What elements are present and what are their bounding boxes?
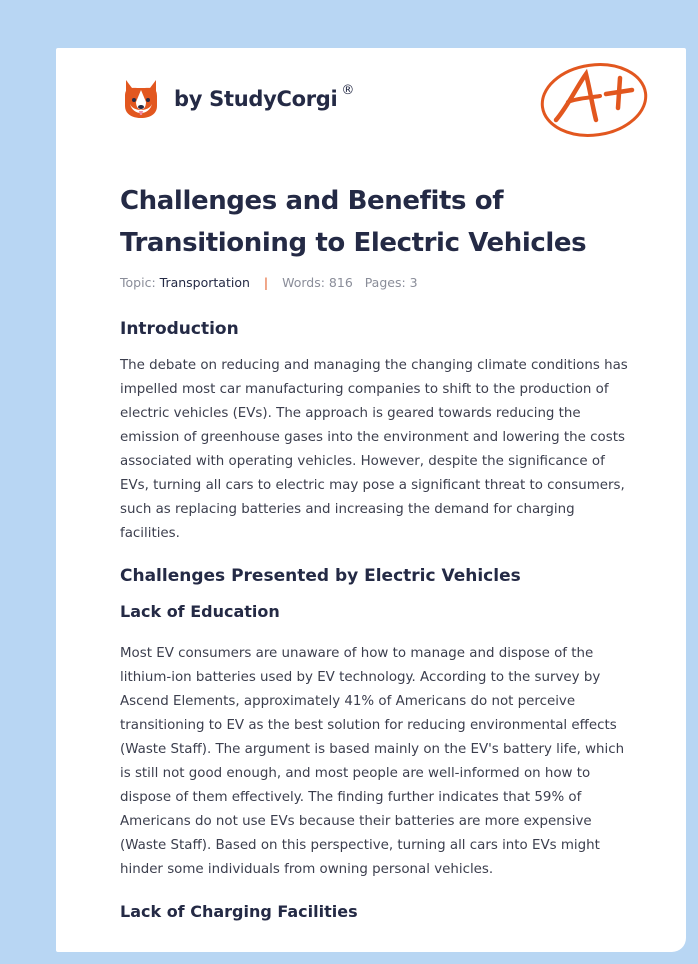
topic-link[interactable]: Transportation <box>159 275 250 290</box>
education-paragraph: Most EV consumers are unaware of how to manage and dispose of the lithium-ion batteries used by EV technology. According to the survey by Ascend Elements, approximately 41% of Americans do not perceive transitioning to EV as the best solution for reducing environmental effects (Waste Staff). The argument is based mainly on the EV's battery life, which is still not good enough, and most people are well-informed on how to dispose of them effectively. The finding further indicates that 59% of Americans do not use EVs because their batteries are more expensive (Waste Staff). Based on this perspective, turning all cars into EVs might hinder some individuals from owning personal vehicles. <box>120 646 625 877</box>
article-title: Challenges and Benefits of Transitioning to Electric Vehicles <box>120 186 587 258</box>
document-page <box>56 48 686 952</box>
topic-label: Topic: <box>120 275 156 290</box>
section-heading-challenges: Challenges Presented by Electric Vehicles <box>120 566 521 586</box>
a-plus-grade-badge <box>538 58 650 140</box>
page-count: Pages: 3 <box>364 275 418 290</box>
registered-mark: ® <box>341 82 355 98</box>
subsection-heading-education: Lack of Education <box>120 602 280 621</box>
section-heading-introduction: Introduction <box>120 319 239 339</box>
article-meta <box>120 274 628 292</box>
subsection-heading-charging: Lack of Charging Facilities <box>120 902 358 921</box>
corgi-logo-icon <box>122 78 160 120</box>
article-content <box>120 180 628 924</box>
introduction-paragraph: The debate on reducing and managing the changing climate conditions has impelled most car manufacturing companies to shift to the production of electric vehicles (EVs). The approach is geared towards reducing the emission of greenhouse gases into the environment and lowering the costs associated with operating vehicles. However, despite the significance of EVs, turning all cars to electric may pose a significant threat to consumers, such as replacing batteries and increasing the demand for charging facilities. <box>120 358 628 541</box>
meta-separator: | <box>263 275 269 290</box>
brand-name: by StudyCorgi <box>174 87 338 111</box>
word-count: Words: 816 <box>282 275 353 290</box>
brand-header[interactable] <box>122 78 354 120</box>
